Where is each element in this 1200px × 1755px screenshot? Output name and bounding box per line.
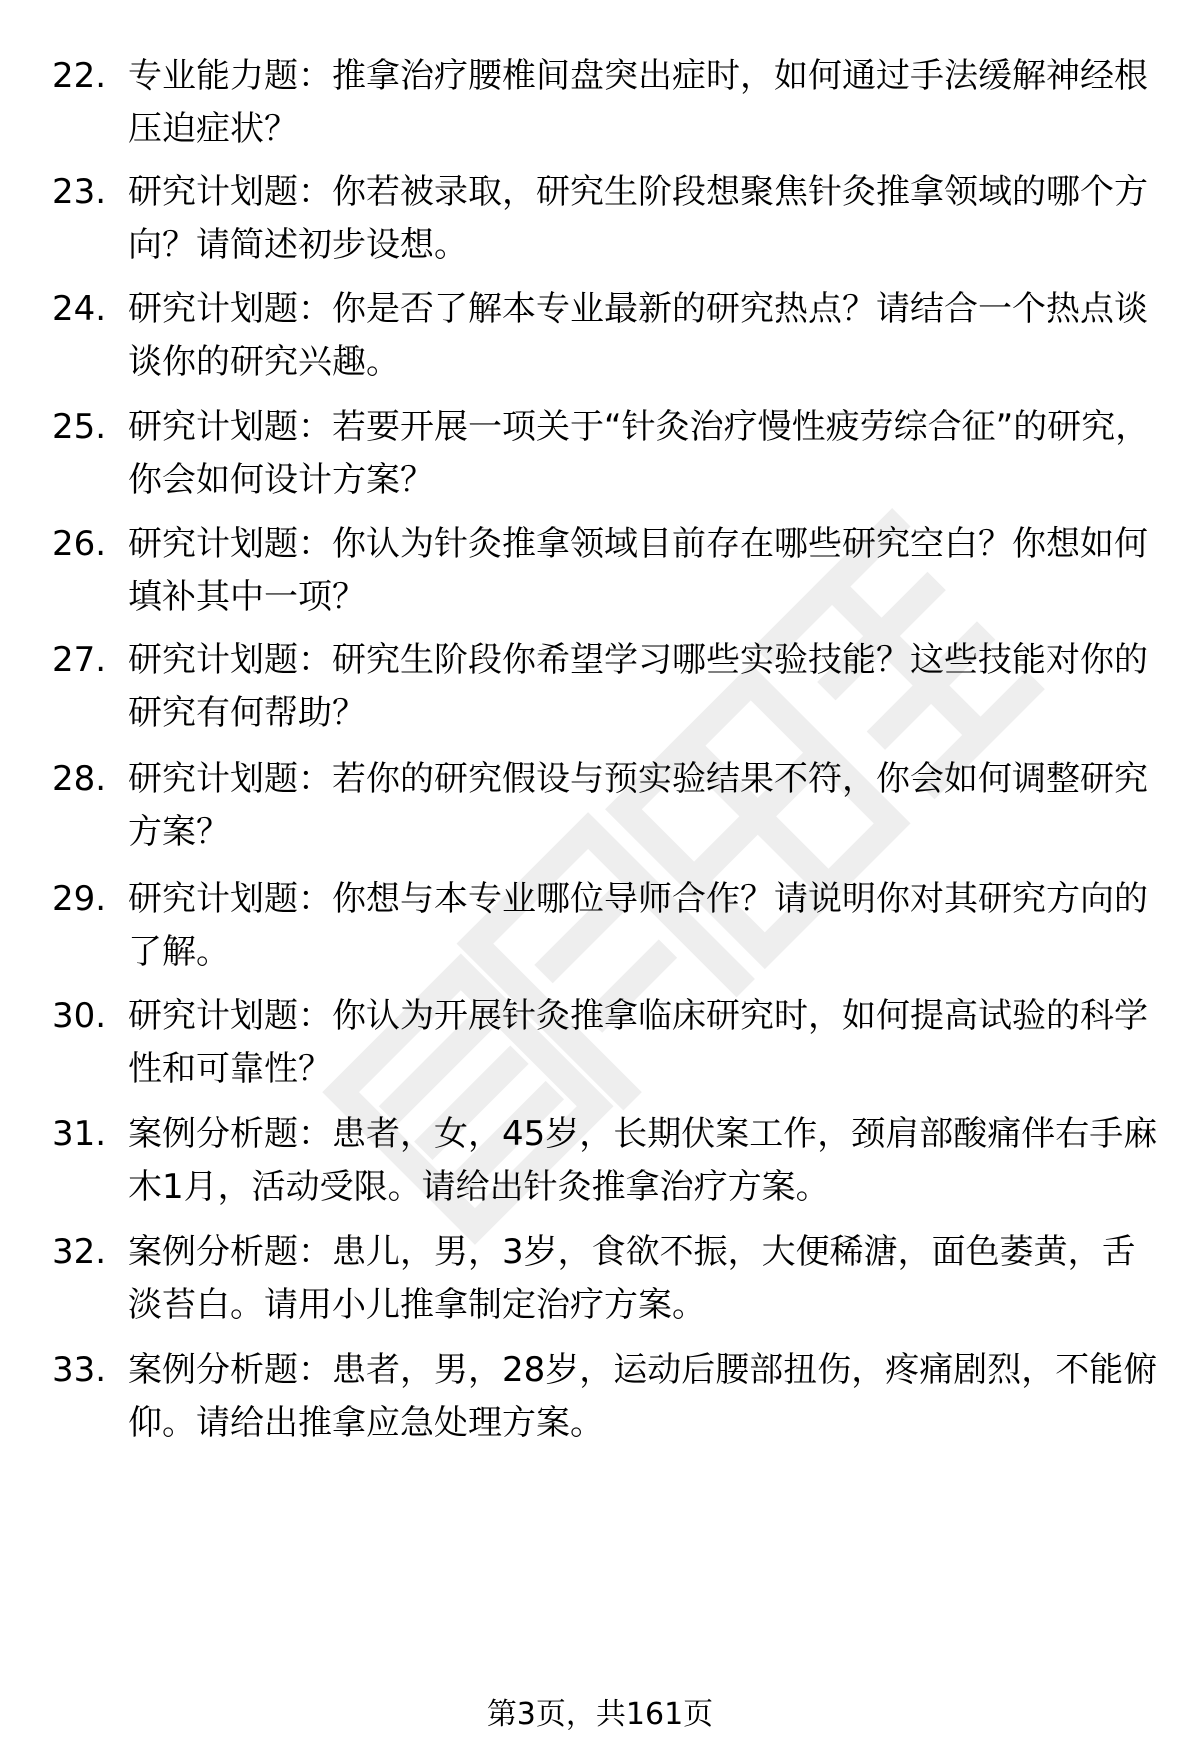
question-text: 研究计划题：若要开展一项关于“针灸治疗慢性疲劳综合征”的研究，你会如何设计方案？ — [128, 407, 1150, 500]
question-number: 33. — [52, 1350, 107, 1390]
question-number: 25. — [52, 407, 107, 447]
question-item — [52, 990, 1162, 1100]
question-item — [52, 166, 1162, 276]
question-item — [52, 1344, 1162, 1454]
question-number: 32. — [52, 1232, 107, 1272]
question-number: 23. — [52, 172, 107, 212]
question-number: 28. — [52, 759, 107, 799]
question-item — [52, 634, 1162, 744]
page-footer: 第3页，共161页 — [486, 1697, 714, 1732]
question-item — [52, 1108, 1162, 1218]
question-text: 案例分析题：患者，女，45岁，长期伏案工作，颈肩部酸痛伴右手麻木1月，活动受限。请给出针灸推拿治疗方案。 — [128, 1114, 1158, 1207]
question-item — [52, 1226, 1162, 1336]
question-text: 研究计划题：若你的研究假设与预实验结果不符，你会如何调整研究方案？ — [128, 759, 1148, 852]
question-number: 29. — [52, 879, 107, 919]
question-item — [52, 518, 1162, 628]
question-text: 研究计划题：你认为开展针灸推拿临床研究时，如何提高试验的科学性和可靠性？ — [128, 996, 1148, 1089]
question-number: 27. — [52, 640, 107, 680]
question-text: 研究计划题：你认为针灸推拿领域目前存在哪些研究空白？你想如何填补其中一项？ — [128, 524, 1148, 617]
question-number: 24. — [52, 289, 107, 329]
question-item — [52, 283, 1162, 393]
question-text: 研究计划题：你是否了解本专业最新的研究热点？请结合一个热点谈谈你的研究兴趣。 — [128, 289, 1148, 382]
question-text: 案例分析题：患者，男，28岁，运动后腰部扭伤，疼痛剧烈，不能俯仰。请给出推拿应急处理方案。 — [128, 1350, 1158, 1443]
question-item — [52, 50, 1162, 160]
question-item — [52, 753, 1162, 863]
question-text: 案例分析题：患儿，男，3岁，食欲不振，大便稀溏，面色萎黄，舌淡苔白。请用小儿推拿制定治疗方案。 — [128, 1232, 1136, 1325]
question-text: 研究计划题：研究生阶段你希望学习哪些实验技能？这些技能对你的研究有何帮助？ — [128, 640, 1148, 733]
question-item — [52, 401, 1162, 511]
question-item — [52, 873, 1162, 983]
question-number: 30. — [52, 996, 107, 1036]
question-number: 22. — [52, 56, 107, 96]
question-text: 研究计划题：你若被录取，研究生阶段想聚焦针灸推拿领域的哪个方向？请简述初步设想。 — [128, 172, 1148, 265]
question-number: 26. — [52, 524, 107, 564]
question-text: 研究计划题：你想与本专业哪位导师合作？请说明你对其研究方向的了解。 — [128, 879, 1148, 972]
question-number: 31. — [52, 1114, 107, 1154]
question-text: 专业能力题：推拿治疗腰椎间盘突出症时，如何通过手法缓解神经根压迫症状？ — [128, 56, 1148, 149]
